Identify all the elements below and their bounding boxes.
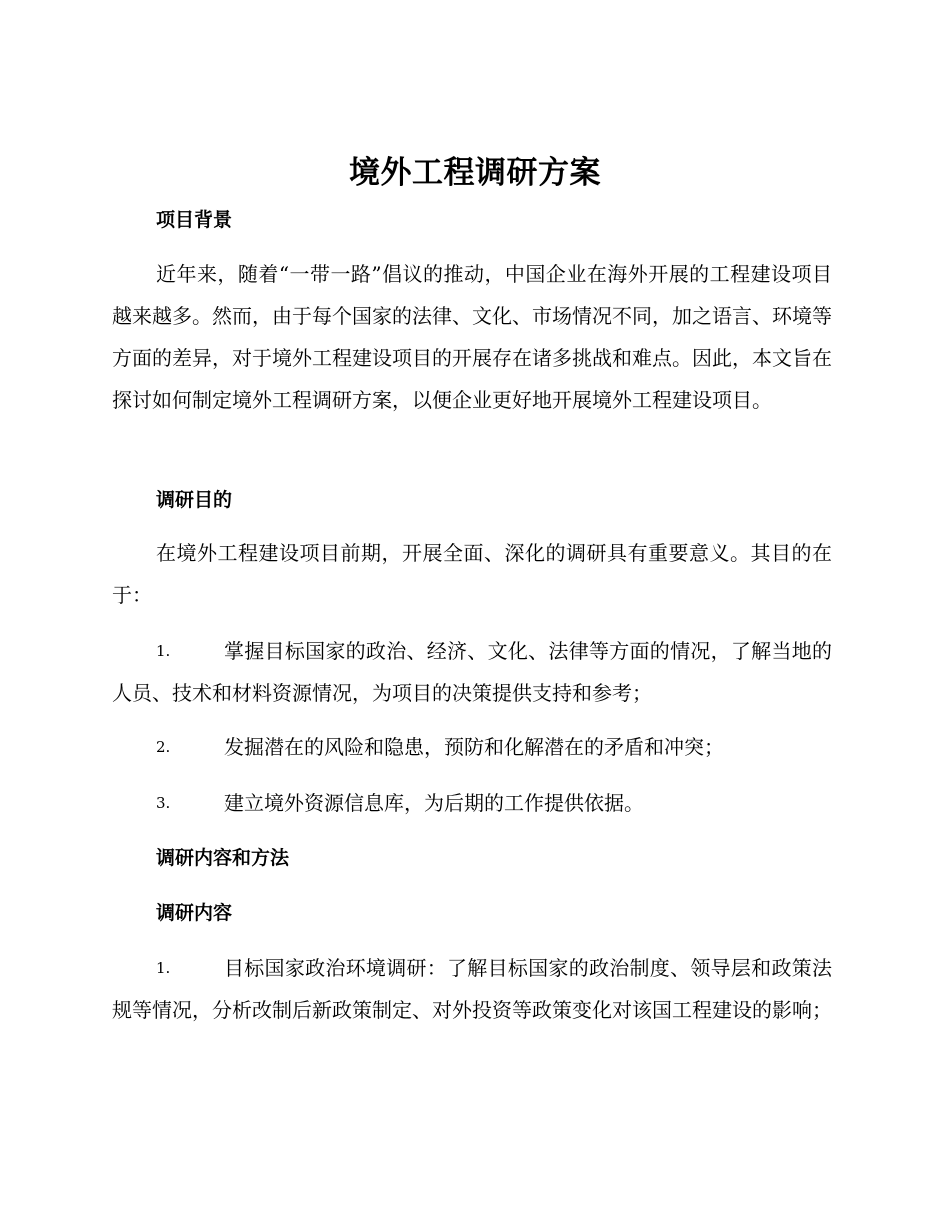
list-item (112, 782, 832, 824)
list-item-text: 目标国家政治环境调研：了解目标国家的政治制度、领导层和政策法规等情况，分析改制后新政策制定、对外投资等政策变化对该国工程建设的影响； (112, 956, 832, 1022)
list-item-number: 1. (156, 959, 171, 977)
list-item-text: 发掘潜在的风险和隐患，预防和化解潜在的矛盾和冲突； (224, 735, 724, 759)
purpose-paragraph: 在境外工程建设项目前期，开展全面、深化的调研具有重要意义。其目的在于： (112, 541, 832, 607)
section-heading-content-and-method: 调研内容和方法 (156, 847, 290, 869)
section-heading-background: 项目背景 (156, 209, 233, 231)
section-heading-content: 调研内容 (156, 902, 233, 924)
list-item-number: 3. (156, 794, 171, 812)
list-item-number: 1. (156, 642, 171, 660)
list-item (112, 726, 832, 768)
list-item-text: 建立境外资源信息库，为后期的工作提供依据。 (224, 791, 644, 815)
document-title: 境外工程调研方案 (349, 155, 601, 191)
section-heading-purpose: 调研目的 (156, 489, 233, 511)
list-item-text: 掌握目标国家的政治、经济、文化、法律等方面的情况，了解当地的人员、技术和材料资源情况，为项目的决策提供支持和参考； (112, 639, 832, 705)
background-paragraph: 近年来，随着“一带一路”倡议的推动，中国企业在海外开展的工程建设项目越来越多。然而，由于每个国家的法律、文化、市场情况不同，加之语言、环境等方面的差异，对于境外工程建设项目的开展存在诸多挑战和难点。因此，本文旨在探讨如何制定境外工程调研方案，以便企业更好地开展境外工程建设项目。 (112, 262, 832, 412)
list-item-number: 2. (156, 738, 171, 756)
list-item (112, 947, 832, 1031)
list-item (112, 630, 832, 714)
